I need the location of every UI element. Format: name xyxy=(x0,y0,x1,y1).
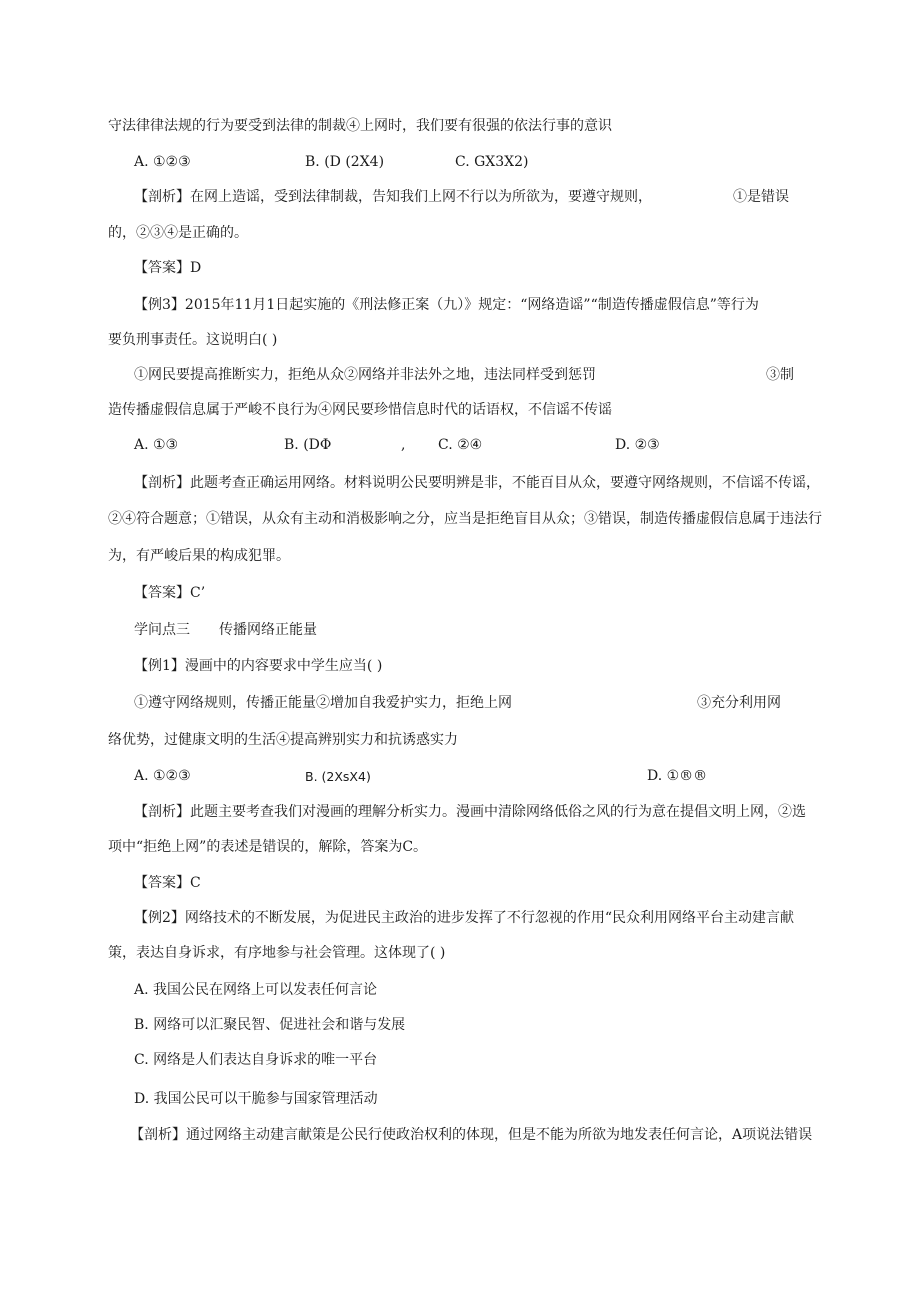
section-label: 学问点三 xyxy=(134,622,190,638)
answer-line: 【答案】C xyxy=(134,875,201,891)
separator-comma: , xyxy=(401,437,406,453)
statement-line: ①遵守网络规则，传播正能量②增加自我爱护实力，拒绝上网 xyxy=(134,695,512,711)
option-b: B. (DΦ xyxy=(284,437,332,453)
text-line: 守法律律法规的行为要受到法律的制裁④上网时，我们要有很强的依法行事的意识 xyxy=(108,118,612,134)
choice-c: C. 网络是人们表达自身诉求的唯一平台 xyxy=(134,1052,378,1068)
analysis-line-tail: ①是错误 xyxy=(733,189,789,205)
choice-d: D. 我国公民可以干脆参与国家管理活动 xyxy=(134,1091,378,1107)
answer-line: 【答案】D xyxy=(134,260,202,276)
text-line: 造传播虚假信息属于严峻不良行为④网民要珍惜信息时代的话语权，不信谣不传谣 xyxy=(108,402,612,418)
text-line: ②④符合题意；①错误，从众有主动和消极影响之分，应当是拒绝盲目从众；③错误，制造传播虚假信息属于违法行 xyxy=(108,511,822,527)
choice-b: B. 网络可以汇聚民智、促进社会和谐与发展 xyxy=(134,1017,406,1033)
answer-line: 【答案】C’ xyxy=(134,585,206,601)
statement-line: ①网民要提高推断实力，拒绝从众②网络并非法外之地，违法同样受到惩罚 xyxy=(134,367,596,383)
option-a: A. ①②③ xyxy=(134,768,191,784)
example-title: 【例2】网络技术的不断发展，为促进民主政治的进步发挥了不行忽视的作用“民众利用网络平台主动建言献 xyxy=(134,910,795,926)
example-title: 【例3】2015年11月1日起实施的《刑法修正案（九）》规定：“网络造谣”“制造传播虚假信息”等行为 xyxy=(134,297,759,313)
analysis-line: 【剖析】通过网络主动建言献策是公民行使政治权利的体现，但是不能为所欲为地发表任何言论，A项说法错误 xyxy=(130,1127,813,1143)
text-line: 策，表达自身诉求，有序地参与社会管理。这体现了( ) xyxy=(108,945,446,961)
analysis-line: 【剖析】此题考查正确运用网络。材料说明公民要明辨是非，不能百目从众，要遵守网络规则，不信谣不传谣， xyxy=(134,475,820,491)
statement-line-tail: ③制 xyxy=(766,367,794,383)
option-d: D. ①®® xyxy=(647,768,708,784)
text-line: 为，有严峻后果的构成犯罪。 xyxy=(108,548,290,564)
option-c: C. ②④ xyxy=(438,437,483,453)
option-c: C. GX3X2) xyxy=(455,154,529,170)
section-title: 传播网络正能量 xyxy=(219,622,317,638)
option-a: A. ①③ xyxy=(134,437,179,453)
option-b: B. (D (2X4) xyxy=(305,154,385,170)
text-line: 络优势，过健康文明的生活④提高辨别实力和抗诱惑实力 xyxy=(108,732,458,748)
analysis-line: 【剖析】在网上造谣，受到法律制裁，告知我们上网不行以为所欲为，要遵守规则， xyxy=(134,189,652,205)
choice-a: A. 我国公民在网络上可以发表任何言论 xyxy=(134,982,378,998)
analysis-line: 【剖析】此题主要考查我们对漫画的理解分析实力。漫画中清除网络低俗之风的行为意在提倡文明上网，②选 xyxy=(134,804,806,820)
option-a: A. ①②③ xyxy=(134,154,191,170)
option-b: B. (2XsX4) xyxy=(305,769,371,784)
text-line: 项中“拒绝上网”的表述是错误的，解除，答案为C。 xyxy=(108,839,428,855)
option-d: D. ②③ xyxy=(615,437,660,453)
statement-line-tail: ③充分利用网 xyxy=(697,695,781,711)
text-line: 要负刑事责任。这说明白( ) xyxy=(108,332,278,348)
text-line: 的，②③④是正确的。 xyxy=(108,225,248,241)
example-title: 【例1】漫画中的内容要求中学生应当( ) xyxy=(134,658,383,674)
